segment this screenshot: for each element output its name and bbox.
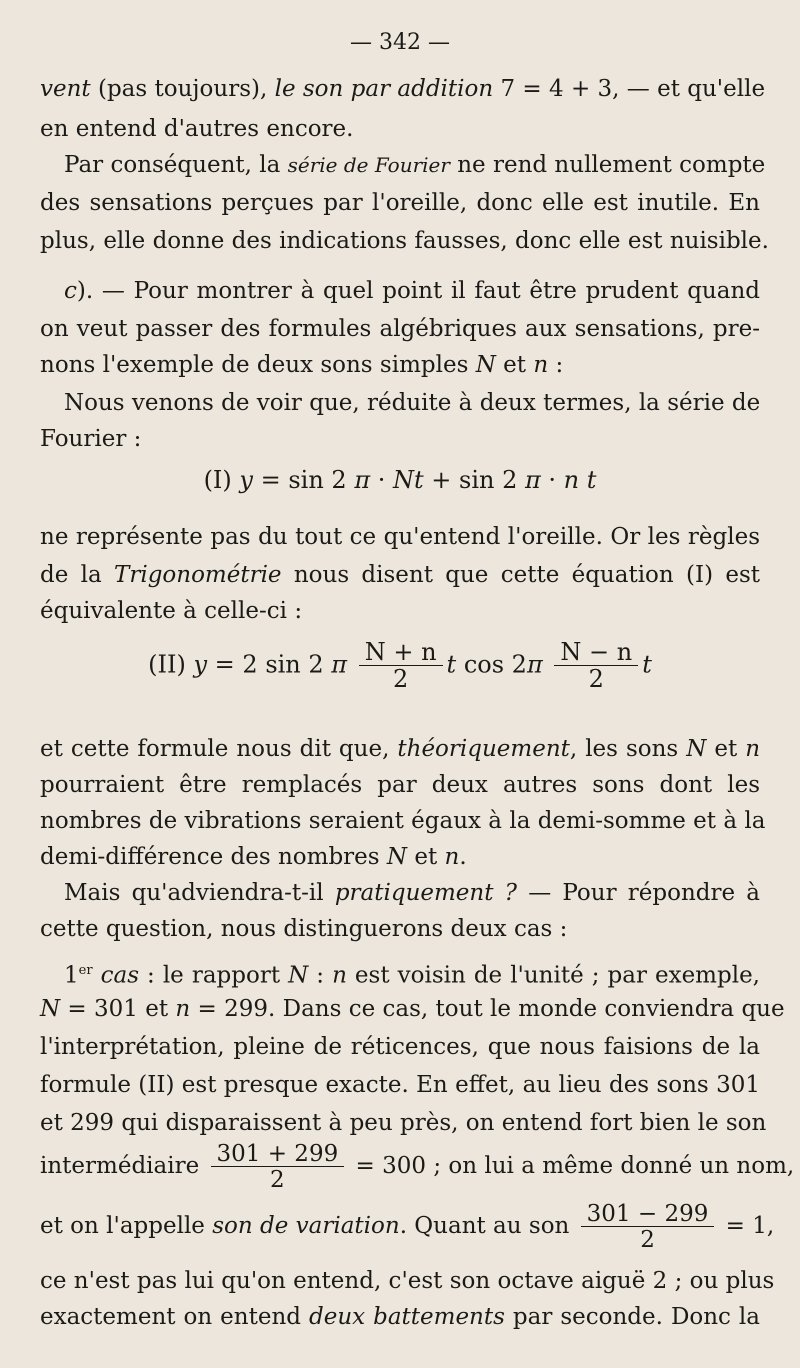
text-line-12: de la Trigonométrie nous disent que cette équation (I) est (40, 562, 760, 588)
text-line-27: ce n'est pas lui qu'on entend, c'est son octave aiguë 2 ; ou plus (40, 1268, 775, 1294)
text-line-15: pourraient être remplacés par deux autres sons dont les (40, 772, 760, 798)
text-line-22: l'interprétation, pleine de réticences, que nous faisions de la (40, 1034, 760, 1060)
text-line-19: cette question, nous distinguerons deux cas : (40, 916, 568, 942)
text-line-23: formule (II) est presque exacte. En effet, au lieu des sons 301 (40, 1072, 760, 1098)
text-line-17: demi-différence des nombres N et n. (40, 844, 467, 870)
text-line-26: et on l'appelle son de variation. Quant au son $\frac{301 - 299}{2}$ = 1, (40, 1201, 775, 1254)
equation-1: (I) y = sin 2 π · Nt + sin 2 π · n t (203, 466, 597, 494)
text-line-11: ne représente pas du tout ce qu'entend l'oreille. Or les règles (40, 524, 760, 550)
text-line-20: 1er cas : le rapport N : n est voisin de l'unité ; par exemple, (64, 962, 760, 989)
text-line-8: nons l'exemple de deux sons simples N et n : (40, 352, 564, 378)
text-line-25: intermédiaire $\frac{301 + 299}{2}$ = 300 ; on lui a même donné un nom, (40, 1141, 795, 1194)
text-line-5: plus, elle donne des indications fausses, donc elle est nuisible. (40, 228, 769, 254)
text-line-2: en entend d'autres encore. (40, 116, 354, 142)
text-line-13: équivalente à celle-ci : (40, 598, 303, 624)
fraction-301-minus-299: $\frac{301 - 299}{2}$ (581, 1202, 715, 1252)
text-line-1: vent (pas toujours), le son par addition 7 = 4 + 3, — et qu'elle (40, 76, 766, 102)
text-line-18: Mais qu'adviendra-t-il pratiquement ? — Pour répondre à (64, 880, 760, 906)
page-number: — 342 — (350, 30, 450, 55)
fraction-sum: $\frac{N + n}{2}$ (359, 640, 443, 692)
text-line-10: Fourier : (40, 426, 142, 452)
text-line-9: Nous venons de voir que, réduite à deux termes, la série de (64, 390, 761, 416)
fraction-301-plus-299: $\frac{301 + 299}{2}$ (211, 1142, 345, 1192)
text-line-6: c). — Pour montrer à quel point il faut être prudent quand (64, 278, 760, 304)
text-line-28: exactement on entend deux battements par seconde. Donc la (40, 1304, 760, 1330)
text-line-7: on veut passer des formules algébriques aux sensations, pre- (40, 316, 760, 342)
text-line-16: nombres de vibrations seraient égaux à la demi-somme et à la (40, 808, 766, 834)
fraction-difference: $\frac{N - n}{2}$ (554, 640, 638, 692)
text-line-24: et 299 qui disparaissent à peu près, on entend fort bien le son (40, 1110, 767, 1136)
text-line-14: et cette formule nous dit que, théoriquement, les sons N et n (40, 736, 761, 762)
text-line-21: N = 301 et n = 299. Dans ce cas, tout le monde conviendra que (40, 996, 785, 1022)
text-line-4: des sensations perçues par l'oreille, donc elle est inutile. En (40, 190, 760, 216)
text-line-3: Par conséquent, la série de Fourier ne rend nullement compte (64, 152, 766, 178)
equation-2: (II) y = 2 sin 2 π $\frac{N + n}{2}$ t cos 2π $\frac{N - n}{2}$ t (148, 638, 652, 694)
